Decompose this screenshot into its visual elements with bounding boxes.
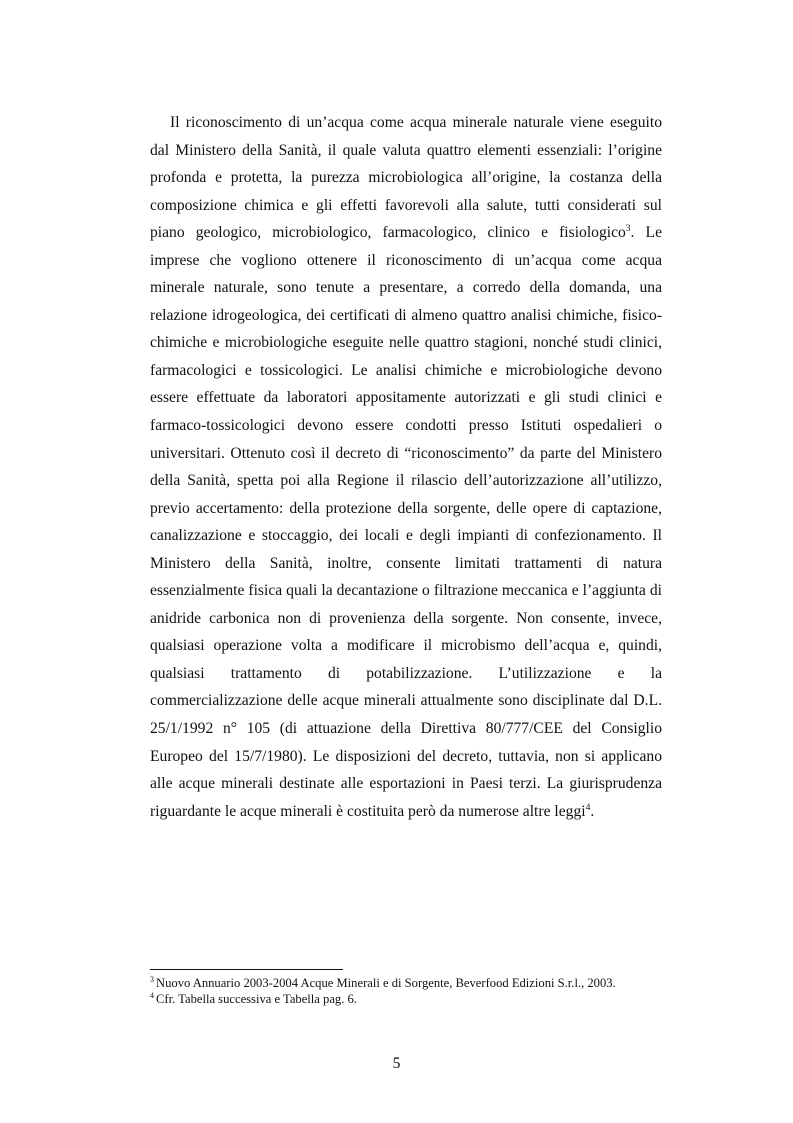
footnote-mark: 4: [150, 990, 154, 1000]
footnote-text: Cfr. Tabella successiva e Tabella pag. 6.: [156, 991, 357, 1006]
paragraph-text-part-1: Il riconoscimento di un’acqua come acqua minerale naturale viene eseguito dal Ministero della Sanità, il quale valuta quattro elementi essenziali: l’origine profonda e protetta, la purezza microbiologica all’origine, la costanza della composizione chimica e gli effetti favorevoli alla salute, tutti considerati sul piano geologico, microbiologico, farmacologico, clinico e fisiologico: [150, 114, 662, 242]
body-paragraph: [150, 109, 662, 825]
footnotes: [150, 976, 670, 1007]
footnote-item: [150, 992, 670, 1008]
footnote-reference-3[interactable]: 3: [625, 224, 631, 235]
footnote-text: Nuovo Annuario 2003-2004 Acque Minerali e di Sorgente, Beverfood Edizioni S.r.l., 2003.: [156, 976, 616, 990]
paragraph-text-part-3: .: [590, 802, 595, 820]
footnote-mark: 3: [150, 975, 154, 984]
footnote-item: [150, 976, 670, 992]
page-number: 5: [392, 1055, 401, 1072]
footnote-separator: [150, 969, 343, 970]
paragraph-text-part-2: . Le imprese che vogliono ottenere il riconoscimento di un’acqua come acqua minerale naturale, sono tenute a presentare, a corredo della domanda, una relazione idrogeologica, dei certificati di almeno quattro analisi chimiche, fisico-chimiche e microbiologiche eseguite nelle quattro stagioni, nonché studi clinici, farmacologici e tossicologici. Le analisi chimiche e microbiologiche devono essere effettuate da laboratori appositamente autorizzati e gli studi clinici e farmaco-tossicologici devono essere condotti presso Istituti ospedalieri o universitari. Ottenuto così il decreto di “riconoscimento” da parte del Ministero della Sanità, spetta poi alla Regione il rilascio dell’autorizzazione all’utilizzo, previo accertamento: della protezione della sorgente, delle opere di captazione, canalizzazione e stoccaggio, dei locali e degli impianti di confezionamento. Il Ministero della Sanità, inoltre, consente limitati trattamenti di natura essenzialmente fisica quali la decantazione o filtrazione meccanica e l’aggiunta di anidride carbonica non di provenienza della sorgente. Non consente, invece, qualsiasi operazione volta a modificare il microbismo dell’acqua e, quindi, qualsiasi trattamento di potabilizzazione. L’utilizzazione e la commercializzazione delle acque minerali attualmente sono disciplinate dal D.L. 25/1/1992 n° 105 (di attuazione della Direttiva 80/777/CEE del Consiglio Europeo del 15/7/1980). Le disposizioni del decreto, tuttavia, non si applicano alle acque minerali destinate alle esportazioni in Paesi terzi. La giurisprudenza riguardante le acque minerali è costituita però da numerose altre leggi: [150, 224, 662, 820]
footnote-reference-4[interactable]: 4: [585, 802, 591, 813]
